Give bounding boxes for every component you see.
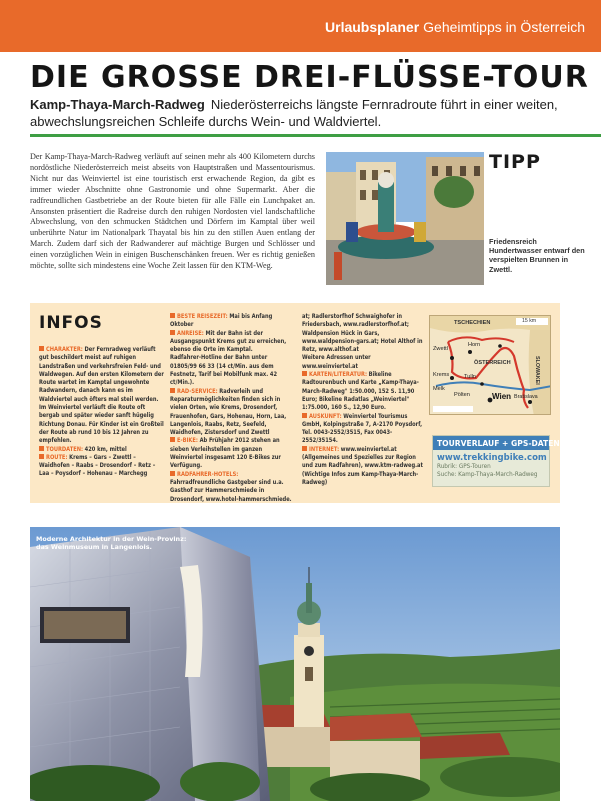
article-lead <box>30 96 578 130</box>
info-entry <box>39 446 164 454</box>
info-text: Radfahrer-Hotline der Bahn unter 01805/99 66 33 (14 ct/Min. aus dem Festnetz, Tarif bei Mobilfunk max. 42 ct/Min.). <box>170 355 278 387</box>
info-entry <box>170 388 295 438</box>
bullet-square-icon <box>39 346 44 351</box>
info-entry <box>170 330 295 355</box>
wine-museum-caption: Moderne Architektur in der Wein-Provinz: das Weinmuseum in Langenlois. <box>36 535 187 552</box>
map-label-tulln: Tulln <box>464 374 476 380</box>
info-text: Radverleih und Reparaturmöglichkeiten finden sich in vielen Orten, wie Krems, Drosendorf, Frauenhofen, Gars, Hohenau, Horn, Laa, Langenlois, Raabs, Retz, Seefeld, Waidhofen, Zistersdorf und Zwettl <box>170 388 287 437</box>
infos-box <box>30 303 560 503</box>
article-body: Der Kamp-Thaya-March-Radweg verläuft auf seinen mehr als 400 Kilometern durchs nordöstliche Niederösterreich meist abseits von Hauptstraßen und Massentourismus. Nicht nur das Weinviertel ist eine touristisch erst erwachende Region, da gibt es immer wieder Abschnitte ohne Gastronomie und ohne Supermarkt. Aber die radfreundlichen Gastbetriebe an der Route bieten für alle Fälle ein Lunchpaket an. Ansonsten präsentiert die Radreise durch den ruhigen Nordosten viel landschaftliche Abwechslung, von den schmucken Städtchen und Dörfern im Kamptal über weil unberührte Natur im Nationalpark Thayatal bis hin zu den stillen Auen entlang der March. Zudem darf sich der Radwanderer auf mächtige Burgen und Schlösser und einen vorzüglichen Wein in einigen Buschenschänken freuen. Wer es richtig genießen möchte, sollte sich mindestens eine Woche Zeit lassen für den KTM-Weg. <box>30 152 315 271</box>
info-text: Bikeline Radtourenbuch und Karte „Kamp-Thaya-March-Radweg" 1:50.000, 152 S. 11,90 Euro; Bikeline Radatlas „Weinviertel" 1:75.000, 160 S., 12,90 Euro. <box>302 372 419 412</box>
info-key: E-BIKE: <box>177 438 198 445</box>
info-text: Ab Frühjahr 2012 stehen an sieben Verleihstellen im ganzen Weinviertel insgesamt 120 E-Bikes zur Verfügung. <box>170 438 281 470</box>
gps-data-heading: TOURVERLAUF + GPS-DATEN <box>433 436 549 450</box>
map-label-horn: Horn <box>468 342 481 348</box>
infos-column-3 <box>302 313 427 487</box>
info-text: www.weinviertel.at (Allgemeines und Spezielles zur Region und zum Radfahren), www.ktm-radweg.at (Wichtige Infos zum Kamp-Thaya-March-Radweg) <box>302 446 423 486</box>
info-key: RADFAHRER-HOTELS: <box>177 471 239 478</box>
info-text: Mai bis Anfang Oktober <box>170 314 273 329</box>
bullet-square-icon <box>170 388 175 393</box>
gps-data-search: Suche: Kamp-Thaya-March-Radweg <box>437 472 538 478</box>
wine-museum-photo <box>30 527 560 801</box>
info-entry <box>170 437 295 470</box>
gps-data-link[interactable]: www.trekkingbike.com <box>437 453 547 463</box>
info-text: Weinviertel Tourismus GmbH, Kolpingstraße 7, A-2170 Poysdorf, Tel. 0043-2552/3515, Fax 0043-2552/35154. <box>302 413 423 445</box>
gps-data-rubric: Rubrik: GPS-Touren <box>437 464 491 470</box>
tipp-title: TIPP <box>489 151 541 173</box>
map-label-krems: Krems <box>433 372 450 378</box>
bullet-square-icon <box>302 413 307 418</box>
bullet-square-icon <box>39 446 44 451</box>
info-key: RAD-SERVICE: <box>177 388 218 395</box>
section-header-text <box>325 19 585 35</box>
map-label-tschechien: TSCHECHIEN <box>454 320 491 326</box>
map-scale: 15 km <box>522 318 537 324</box>
info-key: ANREISE: <box>177 330 204 337</box>
info-key: AUSKUNFT: <box>309 413 342 420</box>
fountain-illustration <box>326 152 484 285</box>
info-entry <box>302 313 427 354</box>
info-text: 420 km, mittel <box>84 446 127 453</box>
article-lead-text: Niederösterreichs längste Fernradroute führt in einer weiten, abwechslungsreichen Schleife durchs Wein- und Waldviertel. <box>30 97 558 129</box>
map-label-slowakei: SLOWAKEI <box>534 356 540 385</box>
infos-title: INFOS <box>39 313 103 333</box>
info-key: INTERNET: <box>309 446 340 453</box>
info-text: Krems – Gars – Zwettl – Waidhofen – Raabs – Drosendorf – Retz – Laa – Poysdorf – Hohenau – Marchegg <box>39 454 156 478</box>
map-label-wien: Wien <box>492 392 512 401</box>
info-text: at; Radlerstorfhof Schwaighofer in Friedersbach, www.radlerstorfhof.at; Waldpension Hück in Gars, www.waldpension-gars.at; Hotel Althof in Retz, www.althof.at <box>302 314 423 354</box>
info-entry <box>302 446 427 487</box>
infos-column-2 <box>170 313 295 504</box>
bullet-square-icon <box>170 471 175 476</box>
section-header-bar <box>0 0 601 52</box>
map-label-poelten: Pölten <box>454 392 470 398</box>
bullet-square-icon <box>39 454 44 459</box>
tipp-photo <box>326 152 484 285</box>
info-text: Der Fernradweg verläuft gut beschildert meist auf ruhigen Landstraßen und verkehrsfreien Feld- und Waldwegen. Auf den ersten Kilometern der Route wartet im Kamptal ungewohnte Radwandern, danach kann es im Waldviertel auch öfters mal steil werden. Im Weinviertel verläuft die Route oft bergab und später wieder sanft hügelig Richtung Donau. Für Kinder ist ein Großteil der Route ab rund 10 bis 12 Jahren zu empfehlen. <box>39 347 164 445</box>
map-label-bratislava: Bratislava <box>514 394 538 400</box>
info-key: BESTE REISEZEIT: <box>177 314 228 320</box>
bullet-square-icon <box>170 313 175 318</box>
info-entry <box>302 371 427 412</box>
article-title: DIE GROSSE DREI-FLÜSSE-TOUR <box>30 60 589 95</box>
section-subtitle: Geheimtipps in Österreich <box>423 19 585 35</box>
gps-data-box <box>432 435 560 487</box>
map-label-oesterreich: ÖSTERREICH <box>474 360 511 366</box>
info-entry <box>170 354 295 387</box>
info-key: CHARAKTER: <box>46 347 83 353</box>
article-lead-bold: Kamp-Thaya-March-Radweg <box>30 97 205 112</box>
info-entry <box>39 454 164 479</box>
bullet-square-icon <box>170 437 175 442</box>
bullet-square-icon <box>170 330 175 335</box>
info-text: Fahrradfreundliche Gastgeber sind u.a. Gasthof zur Hammerschmiede in Drosendorf, www.hotel-hammerschmiede. <box>170 479 292 503</box>
section-label: Urlaubsplaner <box>325 19 420 35</box>
tipp-caption: Friedensreich Hundertwasser entwarf den verspielten Brunnen in Zwettl. <box>489 237 585 274</box>
map-label-zwettl: Zwettl <box>433 346 448 352</box>
section-divider <box>30 134 601 137</box>
info-entry <box>39 346 164 446</box>
info-entry <box>302 354 427 371</box>
map-label-melk: Melk <box>433 386 445 392</box>
info-entry <box>170 471 295 504</box>
info-text: Mit der Bahn ist der Ausgangspunkt Krems gut zu erreichen, ebenso die Orte im Kamptal. <box>170 330 287 354</box>
route-map <box>429 315 551 415</box>
wine-museum-illustration <box>30 527 560 801</box>
info-key: KARTEN/LITERATUR: <box>309 372 367 379</box>
infos-column-1 <box>39 346 164 479</box>
bullet-square-icon <box>302 446 307 451</box>
info-key: ROUTE: <box>46 454 68 461</box>
info-entry <box>302 413 427 446</box>
info-key: TOURDATEN: <box>46 446 84 453</box>
info-entry <box>170 313 295 330</box>
bullet-square-icon <box>302 371 307 376</box>
info-text: Weitere Adressen unter www.weinviertel.at <box>302 355 371 370</box>
